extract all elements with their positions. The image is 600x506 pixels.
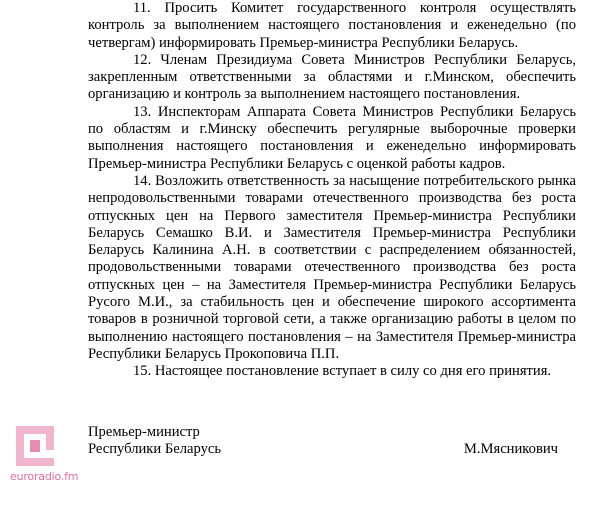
paragraph-13: 13. Инспекторам Аппарата Совета Министров Республики Беларусь по областям и г.Минску обеспечить регулярные выборочные проверки выполнения настоящего постановления и еженедельно информировать Премьер-министра Республики Беларусь с оценкой работы кадров. xyxy=(88,103,576,172)
watermark-text: euroradio.fm xyxy=(10,470,79,483)
euroradio-logo-icon xyxy=(16,426,54,466)
signatory-title-line2: Республики Беларусь xyxy=(88,441,222,458)
paragraph-12: 12. Членам Президиума Совета Министров Республики Беларусь, закрепленным ответственными за областями и г.Минском, обеспечить организацию и контроль за выполнением настоящего постановления. xyxy=(88,51,576,103)
signatory-name: М.Мясникович xyxy=(463,441,558,457)
signatory-title-line1: Премьер-министр xyxy=(88,424,200,440)
euroradio-watermark xyxy=(10,426,79,483)
paragraph-14: 14. Возложить ответственность за насыщение потребительского рынка непродовольственными товарами отечественного производства без роста отпускных цен на Первого заместителя Премьер-министра Республики Беларусь Семашко В.И. и Заместителя Премьер-министра Республики Беларусь Калинина А.Н. в соответствии с распределением обязанностей, продовольственными товарами отечественного производства без роста отпускных цен – на Заместителя Премьер-министра Республики Беларусь Русого М.И., за стабильность цен и обеспечение широкого ассортимента товаров в розничной торговой сети, а также организацию работы в целом по выполнению настоящего постановления – на Заместителя Премьер-министра Республики Беларусь Прокоповича П.П. xyxy=(88,172,576,362)
document-body xyxy=(88,0,576,381)
paragraph-15: 15. Настоящее постановление вступает в силу со дня его принятия. xyxy=(133,363,552,380)
signature-block xyxy=(88,424,558,459)
paragraph-11: 11. Просить Комитет государственного контроля осуществлять контроль за выполнением настоящего постановления и еженедельно (по четвергам) информировать Премьер-министра Республики Беларусь. xyxy=(88,0,576,51)
